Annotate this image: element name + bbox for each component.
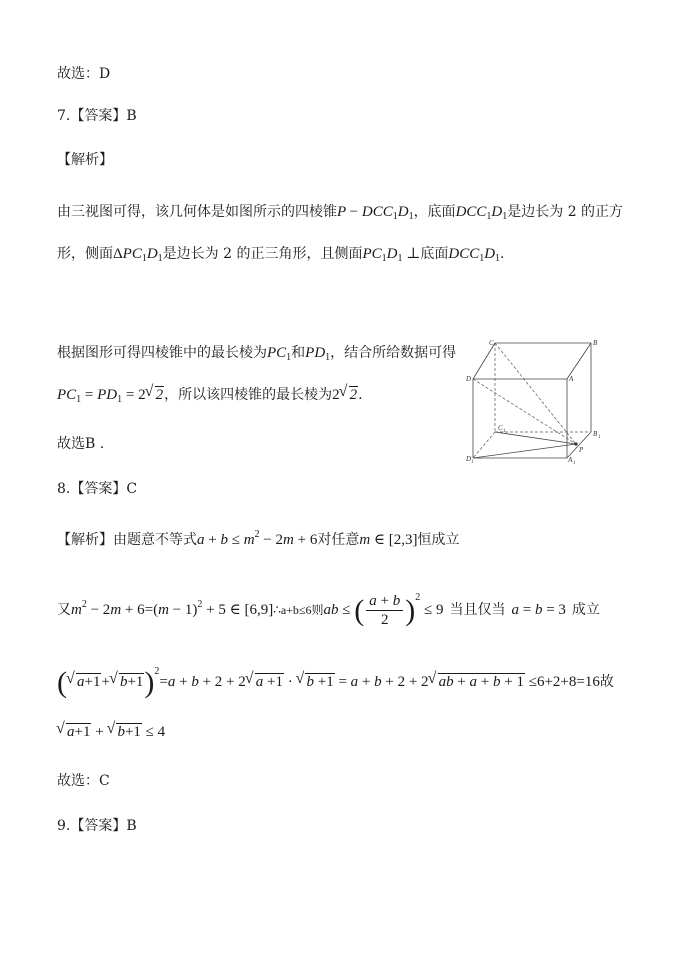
formula-completing-square: $m^2 - 2m + 6=(m - 1)^2 + 5$ ∈ [6,9] xyxy=(71,598,274,618)
formula-inequality: $a + b \le m^2 - 2m + 6$ xyxy=(197,529,318,548)
formula-2sqrt2: 2√ 2 xyxy=(332,387,358,403)
analysis-line-10 xyxy=(57,530,460,550)
formula-pc1: $PC_1$ xyxy=(267,345,292,363)
text-segment: 由题意不等式 xyxy=(113,532,197,548)
label-D: D xyxy=(466,375,472,383)
text-segment: 形，侧面 xyxy=(57,246,113,262)
question-number: 7. xyxy=(57,108,71,124)
label-P: P xyxy=(579,446,584,454)
answer-line-7 xyxy=(57,106,137,126)
conclusion-line-14 xyxy=(57,771,110,791)
text-segment: 是边长为 2 的正三角形，且侧面 xyxy=(162,246,363,262)
conclusion-line-8 xyxy=(57,434,104,454)
conclusion-text: 故选：C xyxy=(57,773,110,789)
label-sub: 1 xyxy=(471,460,474,465)
formula-pc1-eq-pd1: $PC_1 = PD_1 = 2√$ 2 xyxy=(57,387,164,403)
label-A1: A xyxy=(568,456,573,464)
text-segment: 恒成立 xyxy=(417,532,460,548)
answer-tag: 【答案】 xyxy=(70,108,127,124)
analysis-line-13 xyxy=(57,722,165,742)
answer-value: C xyxy=(126,481,138,497)
formula-a-eq-b: a = b = 3 xyxy=(511,601,566,618)
answer-value: B xyxy=(126,818,137,834)
text-segment: 又 xyxy=(57,601,71,618)
text-segment: 成立 xyxy=(571,601,600,618)
answer-tag: 【答案】 xyxy=(70,818,127,834)
formula-final-bound: √ a+1 + √ b+1 ≤ 4 xyxy=(57,724,165,740)
text-segment: 由三视图可得，该几何体是如图所示的四棱锥 xyxy=(57,204,337,220)
analysis-line-6 xyxy=(57,343,456,363)
text-segment: ，所以该四棱锥的最长棱为 xyxy=(164,387,333,403)
pyramid-cube-figure xyxy=(465,336,601,466)
question-number: 9. xyxy=(57,818,71,834)
text-segment: 当且仅当 xyxy=(449,601,506,618)
label-C: C xyxy=(489,339,494,347)
label-sub: 1 xyxy=(503,429,506,434)
analysis-heading xyxy=(57,150,113,170)
text-segment: 对任意 xyxy=(317,532,360,548)
formula-square-expansion: (√ a+1+√ b+1)$^2$=a + b + 2 + 2√ a +1 · √ b +1 = a + b + 2 + 2√ ab + a + b + 1 ≤6+2+8=16 xyxy=(57,674,600,690)
label-B: B xyxy=(593,339,598,347)
label-C1: C xyxy=(498,424,503,432)
answer-line-8 xyxy=(57,479,137,499)
text-segment: 是边长为 2 的正方 xyxy=(507,204,624,220)
formula-dcc1d1-base: $DCC_1D_1$ xyxy=(448,246,501,264)
label-sub: 1 xyxy=(573,461,576,466)
text-segment: 根据图形可得四棱锥中的最长棱为 xyxy=(57,345,267,361)
text-segment: . xyxy=(358,387,363,403)
conclusion-text: 故选：D xyxy=(57,66,111,82)
analysis-line-4 xyxy=(57,202,623,222)
conclusion-line-1 xyxy=(57,64,110,84)
text-segment: ，结合所给数据可得 xyxy=(330,345,457,361)
text-segment: 底面 xyxy=(420,246,449,262)
answer-tag: 【答案】 xyxy=(70,481,127,497)
analysis-line-7 xyxy=(57,385,363,405)
formula-m-range: m ∈ [2,3] xyxy=(359,532,418,548)
formula-p-dcc1d1: $P - DCC_1D_1$ xyxy=(337,204,414,222)
label-A: A xyxy=(569,375,574,383)
label-sub: 1 xyxy=(598,435,601,440)
analysis-line-12 xyxy=(57,666,614,699)
analysis-tag: 【解析】 xyxy=(57,532,113,548)
formula-pd1: $PD_1$ xyxy=(305,345,331,363)
question-number: 8. xyxy=(57,481,71,497)
text-segment: 和 xyxy=(291,345,306,361)
text-segment: 故 xyxy=(599,674,614,690)
label-B1: B xyxy=(593,430,598,438)
text-segment: ∴a+b≤6则 xyxy=(273,602,324,617)
formula-triangle-pc1d1: $\Delta PC_1D_1$ xyxy=(113,246,163,264)
formula-dcc1d1: $DCC_1D_1$ xyxy=(455,204,508,222)
label-D1: D xyxy=(466,455,472,463)
formula-ab-bound: ab ≤ ( $\frac{a + b}{2}$ )$^2$ ≤ 9 xyxy=(323,591,444,628)
answer-line-9 xyxy=(57,816,137,836)
text-segment: ，底面 xyxy=(413,204,456,220)
analysis-tag: 【解析】 xyxy=(57,152,113,168)
analysis-line-5 xyxy=(57,244,505,264)
analysis-line-11 xyxy=(57,592,600,629)
formula-pc1d1-perp: $PC_1D_1$ ⊥ xyxy=(362,246,421,264)
text-segment: . xyxy=(500,246,505,262)
conclusion-text: 故选B . xyxy=(57,436,105,452)
answer-value: B xyxy=(126,108,137,124)
